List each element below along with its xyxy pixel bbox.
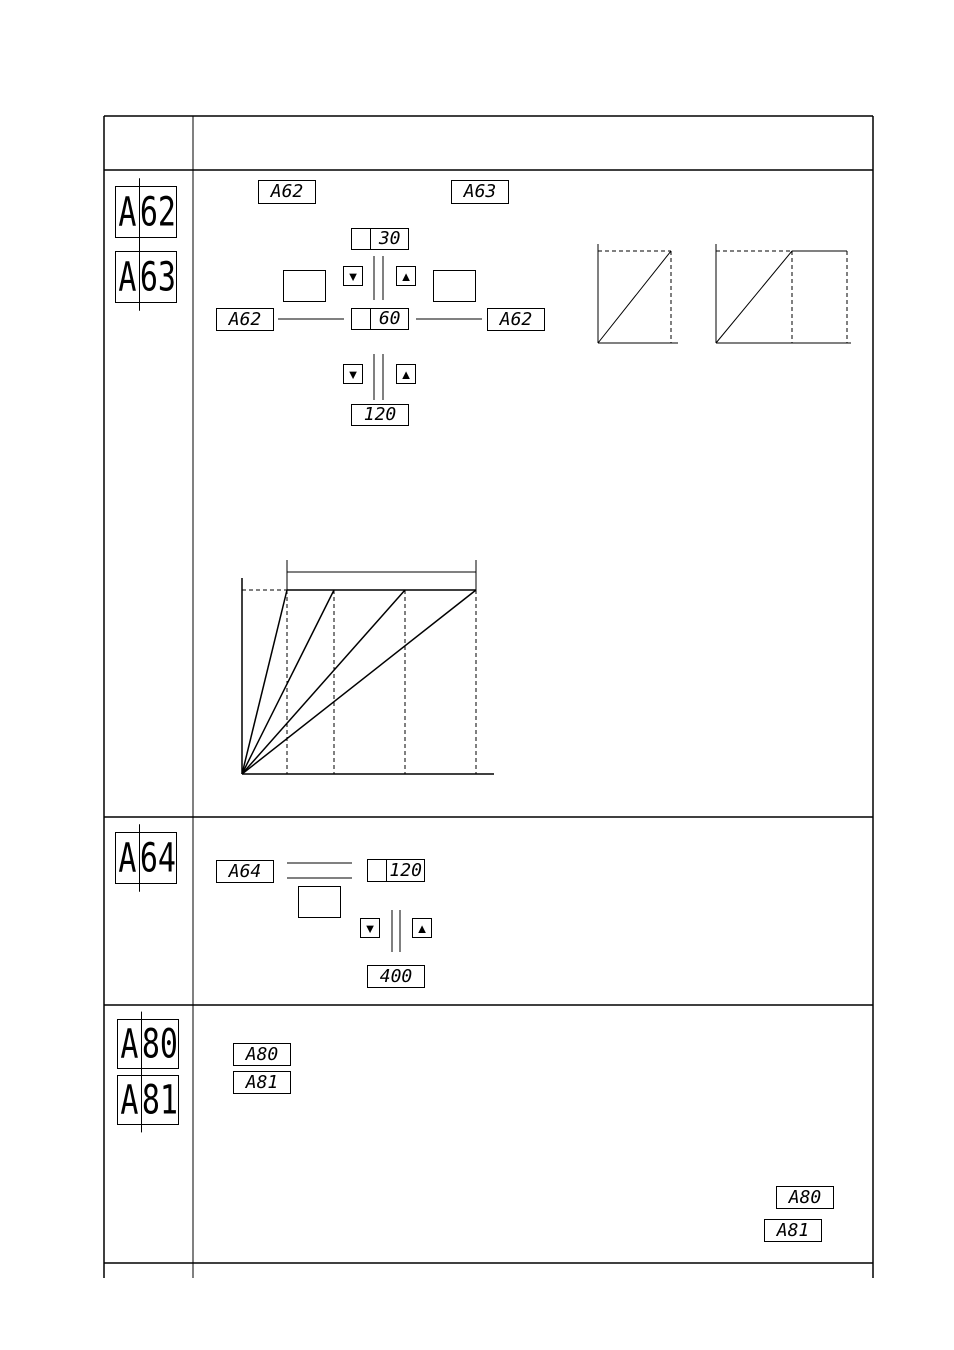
- inline-code-a80: A80: [233, 1043, 291, 1066]
- inline-code-a81: A81: [233, 1071, 291, 1094]
- value-display-120: 120: [351, 404, 409, 426]
- blank-key-right: [433, 270, 476, 302]
- code-display-a64: A 64: [115, 832, 177, 884]
- value-display-120: 120: [367, 859, 425, 882]
- code-display-a63: A 63: [115, 251, 177, 303]
- value-display-30: 30: [351, 228, 409, 250]
- down-arrow-key-icon: ▼: [343, 266, 363, 286]
- code-display-a81: A 81: [117, 1075, 179, 1125]
- inline-code-a63: A63: [451, 180, 509, 204]
- right-code-a81: A81: [764, 1219, 822, 1242]
- up-arrow-key-icon: ▲: [396, 266, 416, 286]
- value-display-60: 60: [351, 308, 409, 330]
- down-arrow-key-icon: ▼: [343, 364, 363, 384]
- value-display-400: 400: [367, 965, 425, 988]
- small-graph-left: [598, 244, 678, 343]
- ramp-graph: [242, 560, 494, 774]
- code-display-a62: A 62: [115, 186, 177, 238]
- small-graph-right: [716, 244, 851, 343]
- down-arrow-key-icon: ▼: [360, 918, 380, 938]
- inline-code-a62: A62: [258, 180, 316, 204]
- inline-code-a64: A64: [216, 860, 274, 883]
- side-code-a62-left: A62: [216, 308, 274, 331]
- side-code-a62-right: A62: [487, 308, 545, 331]
- up-arrow-key-icon: ▲: [412, 918, 432, 938]
- up-arrow-key-icon: ▲: [396, 364, 416, 384]
- blank-key-left: [283, 270, 326, 302]
- code-display-a80: A 80: [117, 1019, 179, 1069]
- blank-key: [298, 886, 341, 918]
- right-code-a80: A80: [776, 1186, 834, 1209]
